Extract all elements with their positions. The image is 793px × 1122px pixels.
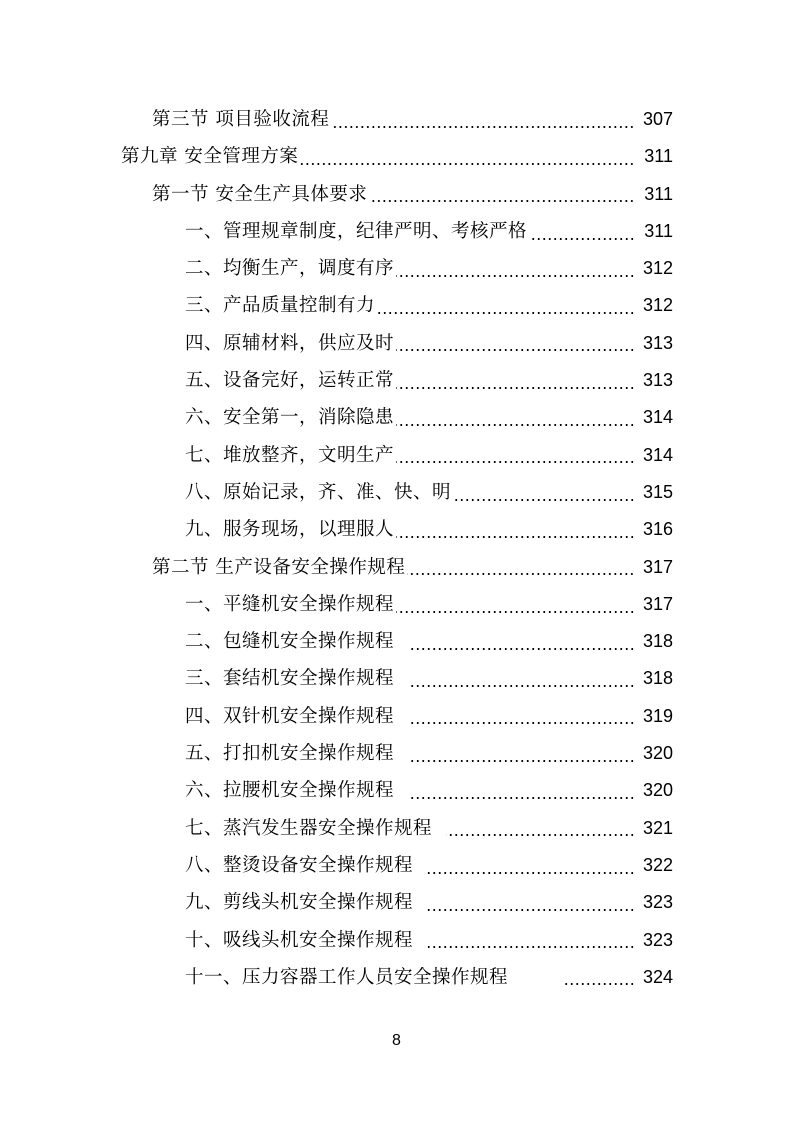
toc-dot-leader [396, 349, 635, 351]
toc-entry-item[interactable] [0, 847, 793, 884]
toc-entry-page: 312 [642, 295, 673, 316]
toc-entry-item[interactable] [0, 660, 793, 697]
toc-entry-page: 324 [642, 966, 673, 987]
toc-entry-title: 第三节 项目验收流程 [152, 109, 330, 130]
toc-entry-title: 四、原辅材料，供应及时 [185, 332, 395, 354]
toc-entry-title: 一、管理规章制度，纪律严明、考核严格 [185, 220, 528, 242]
toc-entry-item[interactable] [0, 586, 793, 623]
toc-entry-item[interactable] [0, 922, 793, 959]
toc-entry-page: 313 [642, 370, 673, 391]
toc-entry-page: 317 [642, 593, 673, 614]
toc-entry-item[interactable] [0, 362, 793, 399]
toc-entry-title: 六、拉腰机安全操作规程 [185, 780, 395, 802]
toc-entry-page: 321 [642, 817, 673, 838]
toc-entry-page: 320 [642, 743, 673, 764]
toc-dot-leader [396, 611, 635, 613]
toc-entry-title: 十、吸线头机安全操作规程 [185, 929, 414, 951]
toc-entry-title: 二、均衡生产，调度有序 [185, 258, 395, 280]
toc-entry-page: 320 [642, 780, 673, 801]
toc-dot-leader [408, 760, 635, 762]
toc-entry-page: 312 [642, 258, 673, 279]
toc-entry-title: 第二节 生产设备安全操作规程 [152, 556, 406, 578]
toc-entry-title: 第一节 安全生产具体要求 [152, 183, 368, 205]
toc-dot-leader [427, 946, 635, 948]
toc-entry-page: 319 [642, 705, 673, 726]
table-of-contents [0, 101, 793, 996]
toc-dot-leader [396, 275, 635, 277]
toc-dot-leader [427, 872, 635, 874]
toc-entry-item[interactable] [0, 437, 793, 474]
toc-dot-leader [408, 685, 635, 687]
toc-entry-section[interactable] [0, 101, 793, 138]
toc-entry-item[interactable] [0, 959, 793, 996]
toc-entry-title: 九、服务现场，以理服人 [185, 519, 395, 541]
toc-entry-title: 七、堆放整齐，文明生产 [185, 444, 395, 466]
toc-entry-item[interactable] [0, 623, 793, 660]
toc-entry-page: 317 [642, 556, 673, 577]
toc-dot-leader [396, 387, 635, 389]
toc-dot-leader [396, 424, 635, 426]
toc-entry-page: 323 [642, 892, 673, 913]
toc-entry-page: 318 [642, 668, 673, 689]
toc-entry-item[interactable] [0, 772, 793, 809]
toc-entry-page: 314 [642, 407, 673, 428]
toc-entry-item[interactable] [0, 287, 793, 324]
toc-entry-title: 五、设备完好，运转正常 [185, 370, 395, 392]
toc-entry-title: 九、剪线头机安全操作规程 [185, 892, 414, 914]
toc-entry-item[interactable] [0, 735, 793, 772]
toc-entry-item[interactable] [0, 810, 793, 847]
toc-dot-leader [300, 163, 635, 165]
toc-entry-page: 311 [644, 146, 673, 167]
toc-dot-leader [408, 648, 635, 650]
toc-dot-leader [396, 536, 635, 538]
toc-dot-leader [529, 238, 635, 240]
toc-dot-leader [407, 573, 635, 575]
toc-entry-title: 第九章 安全管理方案 [121, 146, 299, 168]
toc-entry-item[interactable] [0, 474, 793, 511]
page-number: 8 [392, 1032, 401, 1049]
toc-entry-item[interactable] [0, 325, 793, 362]
toc-entry-page: 323 [642, 929, 673, 950]
toc-entry-item[interactable] [0, 399, 793, 436]
toc-entry-page: 315 [642, 481, 673, 502]
toc-entry-page: 313 [642, 332, 673, 353]
toc-dot-leader [369, 200, 635, 202]
toc-entry-title: 八、原始记录，齐、准、快、明 [185, 481, 452, 503]
toc-entry-page: 322 [642, 854, 673, 875]
toc-dot-leader [427, 909, 635, 911]
toc-entry-title: 十一、压力容器工作人员安全操作规程 [185, 966, 509, 988]
toc-dot-leader [446, 834, 635, 836]
toc-entry-title: 三、套结机安全操作规程 [185, 668, 395, 690]
toc-entry-section[interactable] [0, 176, 793, 213]
toc-entry-page: 311 [644, 183, 673, 204]
toc-dot-leader [562, 983, 635, 985]
toc-dot-leader [408, 797, 635, 799]
toc-entry-item[interactable] [0, 511, 793, 548]
toc-entry-item[interactable] [0, 213, 793, 250]
toc-dot-leader [396, 461, 635, 463]
toc-dot-leader [453, 499, 635, 501]
toc-entry-page: 318 [642, 631, 673, 652]
toc-entry-section[interactable] [0, 549, 793, 586]
toc-entry-title: 七、蒸汽发生器安全操作规程 [185, 817, 433, 839]
toc-dot-leader [331, 126, 635, 128]
toc-entry-chapter[interactable] [0, 138, 793, 175]
toc-entry-title: 二、包缝机安全操作规程 [185, 631, 395, 653]
toc-entry-item[interactable] [0, 698, 793, 735]
toc-entry-title: 四、双针机安全操作规程 [185, 705, 395, 727]
toc-entry-title: 五、打扣机安全操作规程 [185, 743, 395, 765]
toc-entry-item[interactable] [0, 884, 793, 921]
toc-entry-item[interactable] [0, 250, 793, 287]
toc-entry-title: 六、安全第一，消除隐患 [185, 407, 395, 429]
toc-entry-title: 三、产品质量控制有力 [185, 295, 376, 317]
toc-entry-page: 316 [642, 519, 673, 540]
toc-dot-leader [377, 312, 635, 314]
toc-entry-title: 一、平缝机安全操作规程 [185, 593, 395, 615]
toc-entry-page: 307 [642, 109, 673, 129]
toc-dot-leader [408, 722, 635, 724]
toc-entry-page: 314 [642, 444, 673, 465]
toc-entry-title: 八、整烫设备安全操作规程 [185, 854, 414, 876]
toc-entry-page: 311 [644, 220, 673, 241]
